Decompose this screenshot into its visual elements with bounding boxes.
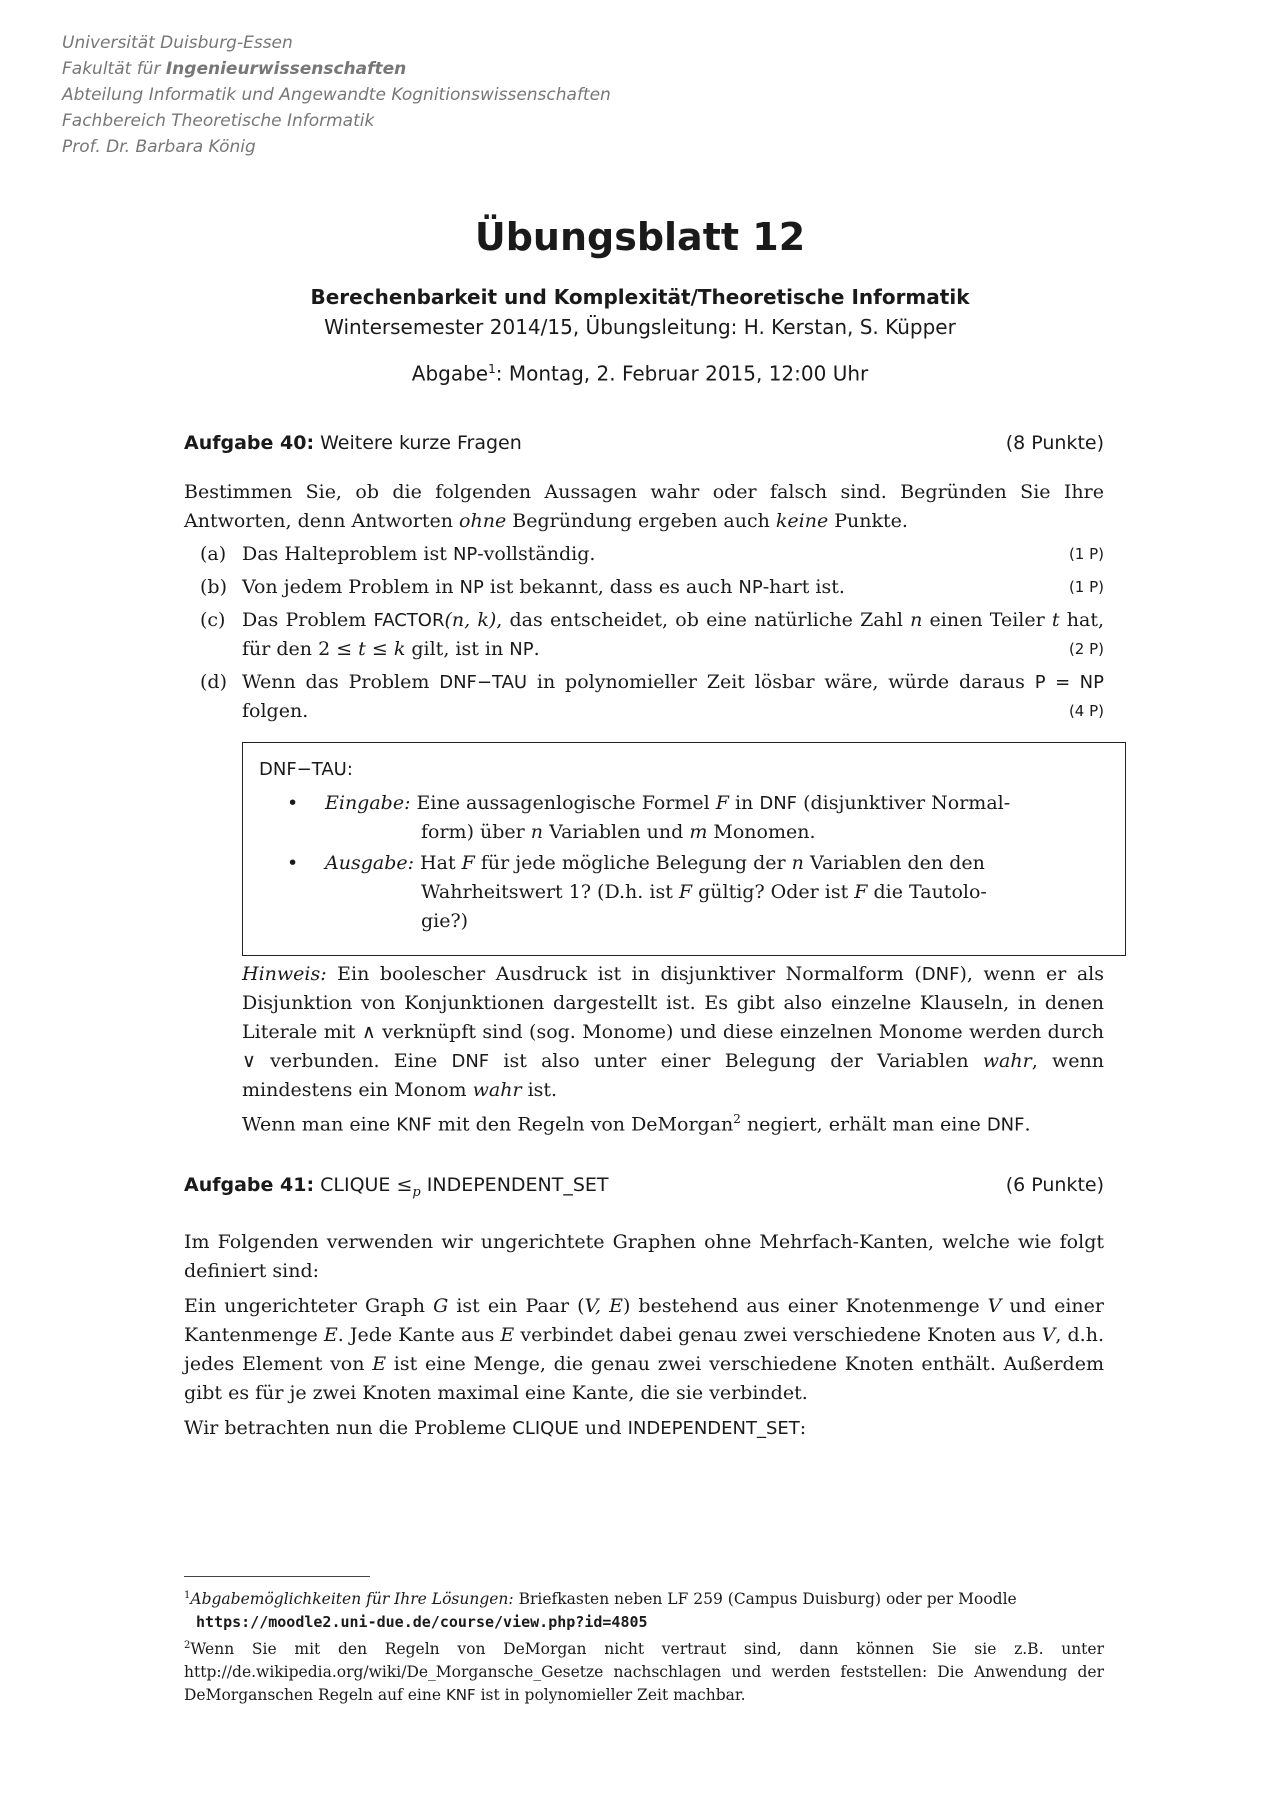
subtask-points: (4 P): [1068, 702, 1104, 720]
task-41-leq: ≤: [396, 1174, 413, 1196]
subtask-d: [184, 668, 1104, 726]
complexity-equation: P = NP: [1034, 672, 1104, 693]
math-var: t: [358, 638, 366, 660]
input-label: Eingabe:: [325, 792, 411, 814]
box-text: die Tautolo-: [867, 881, 987, 903]
subtask-text: hat, für den 2 ≤: [242, 609, 1104, 660]
footnote-text: ist in polynomieller Zeit machbar.: [475, 1686, 746, 1705]
problem-name: DNF: [921, 964, 960, 985]
task-41-para1: Im Folgenden verwenden wir ungerichtete Graphen ohne Mehrfach-Kanten, welche wie folgt definiert sind:: [184, 1230, 1104, 1282]
box-text: Variablen und: [543, 821, 690, 843]
para-text: und einer Kantenmenge: [184, 1294, 1104, 1346]
faculty-prefix: Fakultät für: [62, 59, 161, 79]
problem-name: DNF: [986, 1114, 1025, 1136]
sheet-title: Übungsblatt 12: [474, 215, 806, 259]
subtask-label: (a): [200, 543, 227, 565]
problem-name: INDEPENDENT_SET: [627, 1417, 800, 1439]
task-40-heading: [184, 430, 1104, 456]
box-text: form) über: [421, 821, 531, 843]
task-41: [184, 1172, 1104, 1443]
subtask-label: (d): [200, 671, 227, 693]
footnote-1: [184, 1584, 1104, 1634]
problem-name: FACTOR: [373, 610, 445, 631]
math-var: k: [393, 638, 406, 660]
math-var: V, E: [584, 1294, 623, 1317]
task-40: [184, 430, 1104, 726]
task-41-para3: [184, 1414, 1104, 1443]
hint-text: ist.: [521, 1079, 558, 1101]
subtask-points: (2 P): [1068, 640, 1104, 658]
subtask-text: Das Halteproblem ist: [242, 543, 453, 565]
subtask-text: ist bekannt, dass es auch: [483, 576, 739, 598]
math-var: n: [791, 852, 804, 874]
subtask-text: einen Teiler: [922, 609, 1052, 631]
math-var: E: [372, 1352, 387, 1375]
intro-text: Bestimmen Sie, ob die folgenden Aussagen wahr oder falsch sind. Begründen Sie Ihre Antworten, denn Antworten: [184, 481, 1104, 532]
subtask-text: ≤: [365, 638, 394, 660]
problem-name: DNF: [451, 1051, 490, 1072]
subtask-b: [184, 573, 1104, 602]
subtask-label: (b): [200, 576, 227, 598]
subtask-label: (c): [200, 609, 226, 631]
subtask-text: -hart ist.: [762, 576, 845, 598]
hint-paragraph: [242, 960, 1104, 1105]
footnote-label: Abgabemöglichkeiten für Ihre Lösungen:: [190, 1590, 514, 1609]
title-block: [0, 212, 1280, 389]
intro-emph: keine: [775, 510, 829, 532]
subtask-a: [184, 540, 1104, 569]
problem-name: KNF: [445, 1686, 476, 1705]
hint-text: Ein boolescher Ausdruck ist in disjunktiver Normalform (: [326, 963, 922, 985]
subtask-text: .: [533, 638, 540, 660]
problem-name: KNF: [396, 1114, 432, 1136]
complexity-class: NP: [738, 577, 763, 598]
subtask-points: (1 P): [1068, 545, 1104, 563]
footnote-2: [184, 1634, 1104, 1707]
box-text: gültig? Oder ist: [692, 881, 855, 903]
intro-emph: ohne: [459, 510, 507, 532]
subtask-text: , das entscheidet, ob eine natürliche Zahl: [496, 609, 911, 631]
para-text: Ein ungerichteter Graph: [184, 1294, 434, 1317]
moodle-link[interactable]: https://moodle2.uni-due.de/course/view.php?id=4805: [196, 1613, 648, 1632]
hint-text: ist also unter einer Belegung der Variablen: [489, 1050, 983, 1072]
footnote-mark: 2: [184, 1640, 191, 1651]
faculty-name: Ingenieurwissenschaften: [165, 59, 407, 79]
area-name: Fachbereich Theoretische Informatik: [62, 111, 375, 131]
hint-emph: wahr: [472, 1079, 522, 1101]
department-name: Abteilung Informatik und Angewandte Kognitionswissenschaften: [62, 85, 611, 105]
hint-block: [242, 960, 1104, 1139]
complexity-class: NP: [509, 639, 534, 660]
subtask-text: -vollständig.: [477, 543, 596, 565]
math-var: F: [854, 881, 868, 903]
task-40-label: Aufgabe 40:: [184, 432, 315, 454]
subtask-c: [184, 606, 1104, 664]
subtask-text: in polynomieller Zeit lösbar wäre, würde daraus: [527, 671, 1035, 693]
box-text: Wahrheitswert 1? (D.h. ist: [421, 881, 679, 903]
problem-name: DNF−TAU: [439, 672, 528, 693]
deadline-footnote-mark: 1: [488, 362, 496, 376]
faculty-line: [62, 56, 611, 82]
hint-second-line: [242, 1105, 1104, 1139]
problem-name: DNF: [759, 793, 798, 814]
box-text: Hat: [414, 852, 462, 874]
bullet-dot: •: [287, 792, 299, 814]
subtask-text: Wenn das Problem: [242, 671, 440, 693]
math-var: V: [1041, 1323, 1056, 1346]
hint-text: , wenn mindestens ein Monom: [242, 1050, 1104, 1101]
task-41-points: (6 Punkte): [1005, 1174, 1104, 1196]
subtask-points: (1 P): [1068, 578, 1104, 596]
math-var: V: [987, 1294, 1002, 1317]
math-var: n: [910, 609, 923, 631]
task-41-label: Aufgabe 41:: [184, 1174, 315, 1196]
hint-text: Wenn man eine: [242, 1113, 397, 1136]
subtask-text: folgen.: [242, 700, 309, 722]
math-var: G: [433, 1294, 449, 1317]
box-text: (disjunktiver Normal-: [797, 792, 1011, 814]
hint-text: mit den Regeln von DeMorgan: [431, 1113, 734, 1136]
footnote-text: Briefkasten neben LF 259 (Campus Duisburg) oder per Moodle: [513, 1590, 1017, 1609]
bullet-dot: •: [287, 852, 299, 874]
para-text: . Jede Kante aus: [337, 1323, 501, 1346]
output-continuation-2: gie?): [421, 910, 469, 932]
para-text: :: [799, 1416, 807, 1439]
hint-text: negiert, erhält man eine: [740, 1113, 987, 1136]
box-text: Monomen.: [707, 821, 816, 843]
intro-text: Begründung ergeben auch: [506, 510, 776, 532]
footnote-mark: 2: [733, 1112, 741, 1126]
input-bullet: [259, 789, 1109, 847]
box-title: DNF−TAU:: [259, 759, 353, 780]
math-var: t: [1051, 609, 1060, 631]
course-title: Berechenbarkeit und Komplexität/Theoretische Informatik: [310, 285, 970, 309]
math-var: F: [678, 881, 693, 903]
task-40-intro: [184, 478, 1104, 536]
complexity-class: NP: [459, 577, 484, 598]
task-41-name-part: INDEPENDENT_SET: [420, 1174, 609, 1196]
complexity-class: NP: [452, 544, 478, 565]
para-text: ist eine Menge, die genau zwei verschiedene Knoten enthält. Außerdem gibt es für je zwei Knoten maximal eine Kante, die sie verbindet.: [184, 1352, 1104, 1404]
math-var: m: [689, 821, 708, 843]
para-text: verbindet dabei genau zwei verschiedene Knoten aus: [514, 1323, 1042, 1346]
task-41-para2: [184, 1292, 1104, 1408]
output-bullet: [259, 849, 1109, 936]
input-continuation: [325, 818, 1109, 847]
footnote-mark: 1: [184, 1590, 191, 1601]
hint-text: ), wenn er als Disjunktion von Konjunktionen dargestellt ist. Es gibt also einzelne Klauseln, in denen Literale mit ∧ verknüpft sind (sog. Monome) und diese einzelnen Monome werden durch ∨ verbunden. Eine: [242, 963, 1104, 1072]
university-name: Universität Duisburg-Essen: [62, 33, 293, 53]
problem-name: CLIQUE: [512, 1417, 579, 1439]
para-text: ) bestehend aus einer Knotenmenge: [622, 1294, 988, 1317]
math-args: (n, k): [444, 609, 497, 631]
task-41-name-part: CLIQUE: [320, 1174, 397, 1196]
deadline-text: : Montag, 2. Februar 2015, 12:00 Uhr: [495, 361, 869, 386]
dnf-tau-definition-box: [242, 742, 1126, 956]
task-40-points: (8 Punkte): [1005, 432, 1104, 454]
intro-text: Punkte.: [828, 510, 908, 532]
box-text: Variablen den den: [803, 852, 985, 874]
box-text: für jede mögliche Belegung der: [474, 852, 792, 874]
math-var: F: [461, 852, 475, 874]
task-41-heading: [184, 1172, 1104, 1206]
math-var: n: [530, 821, 544, 843]
para-text: und: [578, 1416, 628, 1439]
para-text: ist ein Paar (: [448, 1294, 585, 1317]
professor-name: Prof. Dr. Barbara König: [62, 137, 256, 157]
output-continuation: [325, 878, 1109, 907]
output-label: Ausgabe:: [325, 852, 415, 874]
para-text: , d.h. jedes Element von: [184, 1323, 1104, 1375]
math-var: F: [715, 792, 729, 814]
math-var: E: [323, 1323, 338, 1346]
hint-label: Hinweis:: [242, 963, 327, 985]
hint-emph: wahr: [982, 1050, 1032, 1072]
footnote-rule: [184, 1576, 370, 1577]
task-41-name: [320, 1174, 609, 1200]
deadline-line: [0, 354, 1280, 389]
hint-text: .: [1024, 1113, 1031, 1136]
semester-line: Wintersemester 2014/15, Übungsleitung: H. Kerstan, S. Küpper: [324, 315, 956, 339]
subtask-text: Von jedem Problem in: [242, 576, 460, 598]
subtask-text: gilt, ist in: [405, 638, 510, 660]
subtask-text: Das Problem: [242, 609, 374, 631]
box-text: Eine aussagenlogische Formel: [410, 792, 716, 814]
institution-header: [62, 30, 611, 160]
para-text: Wir betrachten nun die Probleme: [184, 1416, 513, 1439]
deadline-label: Abgabe: [411, 361, 489, 386]
task-41-sub: p: [412, 1184, 421, 1200]
box-text: in: [728, 792, 760, 814]
math-var: E: [500, 1323, 515, 1346]
task-40-name: Weitere kurze Fragen: [320, 432, 522, 454]
footnote-text: Wenn Sie mit den Regeln von DeMorgan nicht vertraut sind, dann können Sie sie z.B. unter http://de.wikipedia.org/wiki/De_Morgansche_Gesetze nachschlagen und werden feststellen: Die Anwendung der DeMorganschen Regeln auf eine: [184, 1640, 1104, 1705]
